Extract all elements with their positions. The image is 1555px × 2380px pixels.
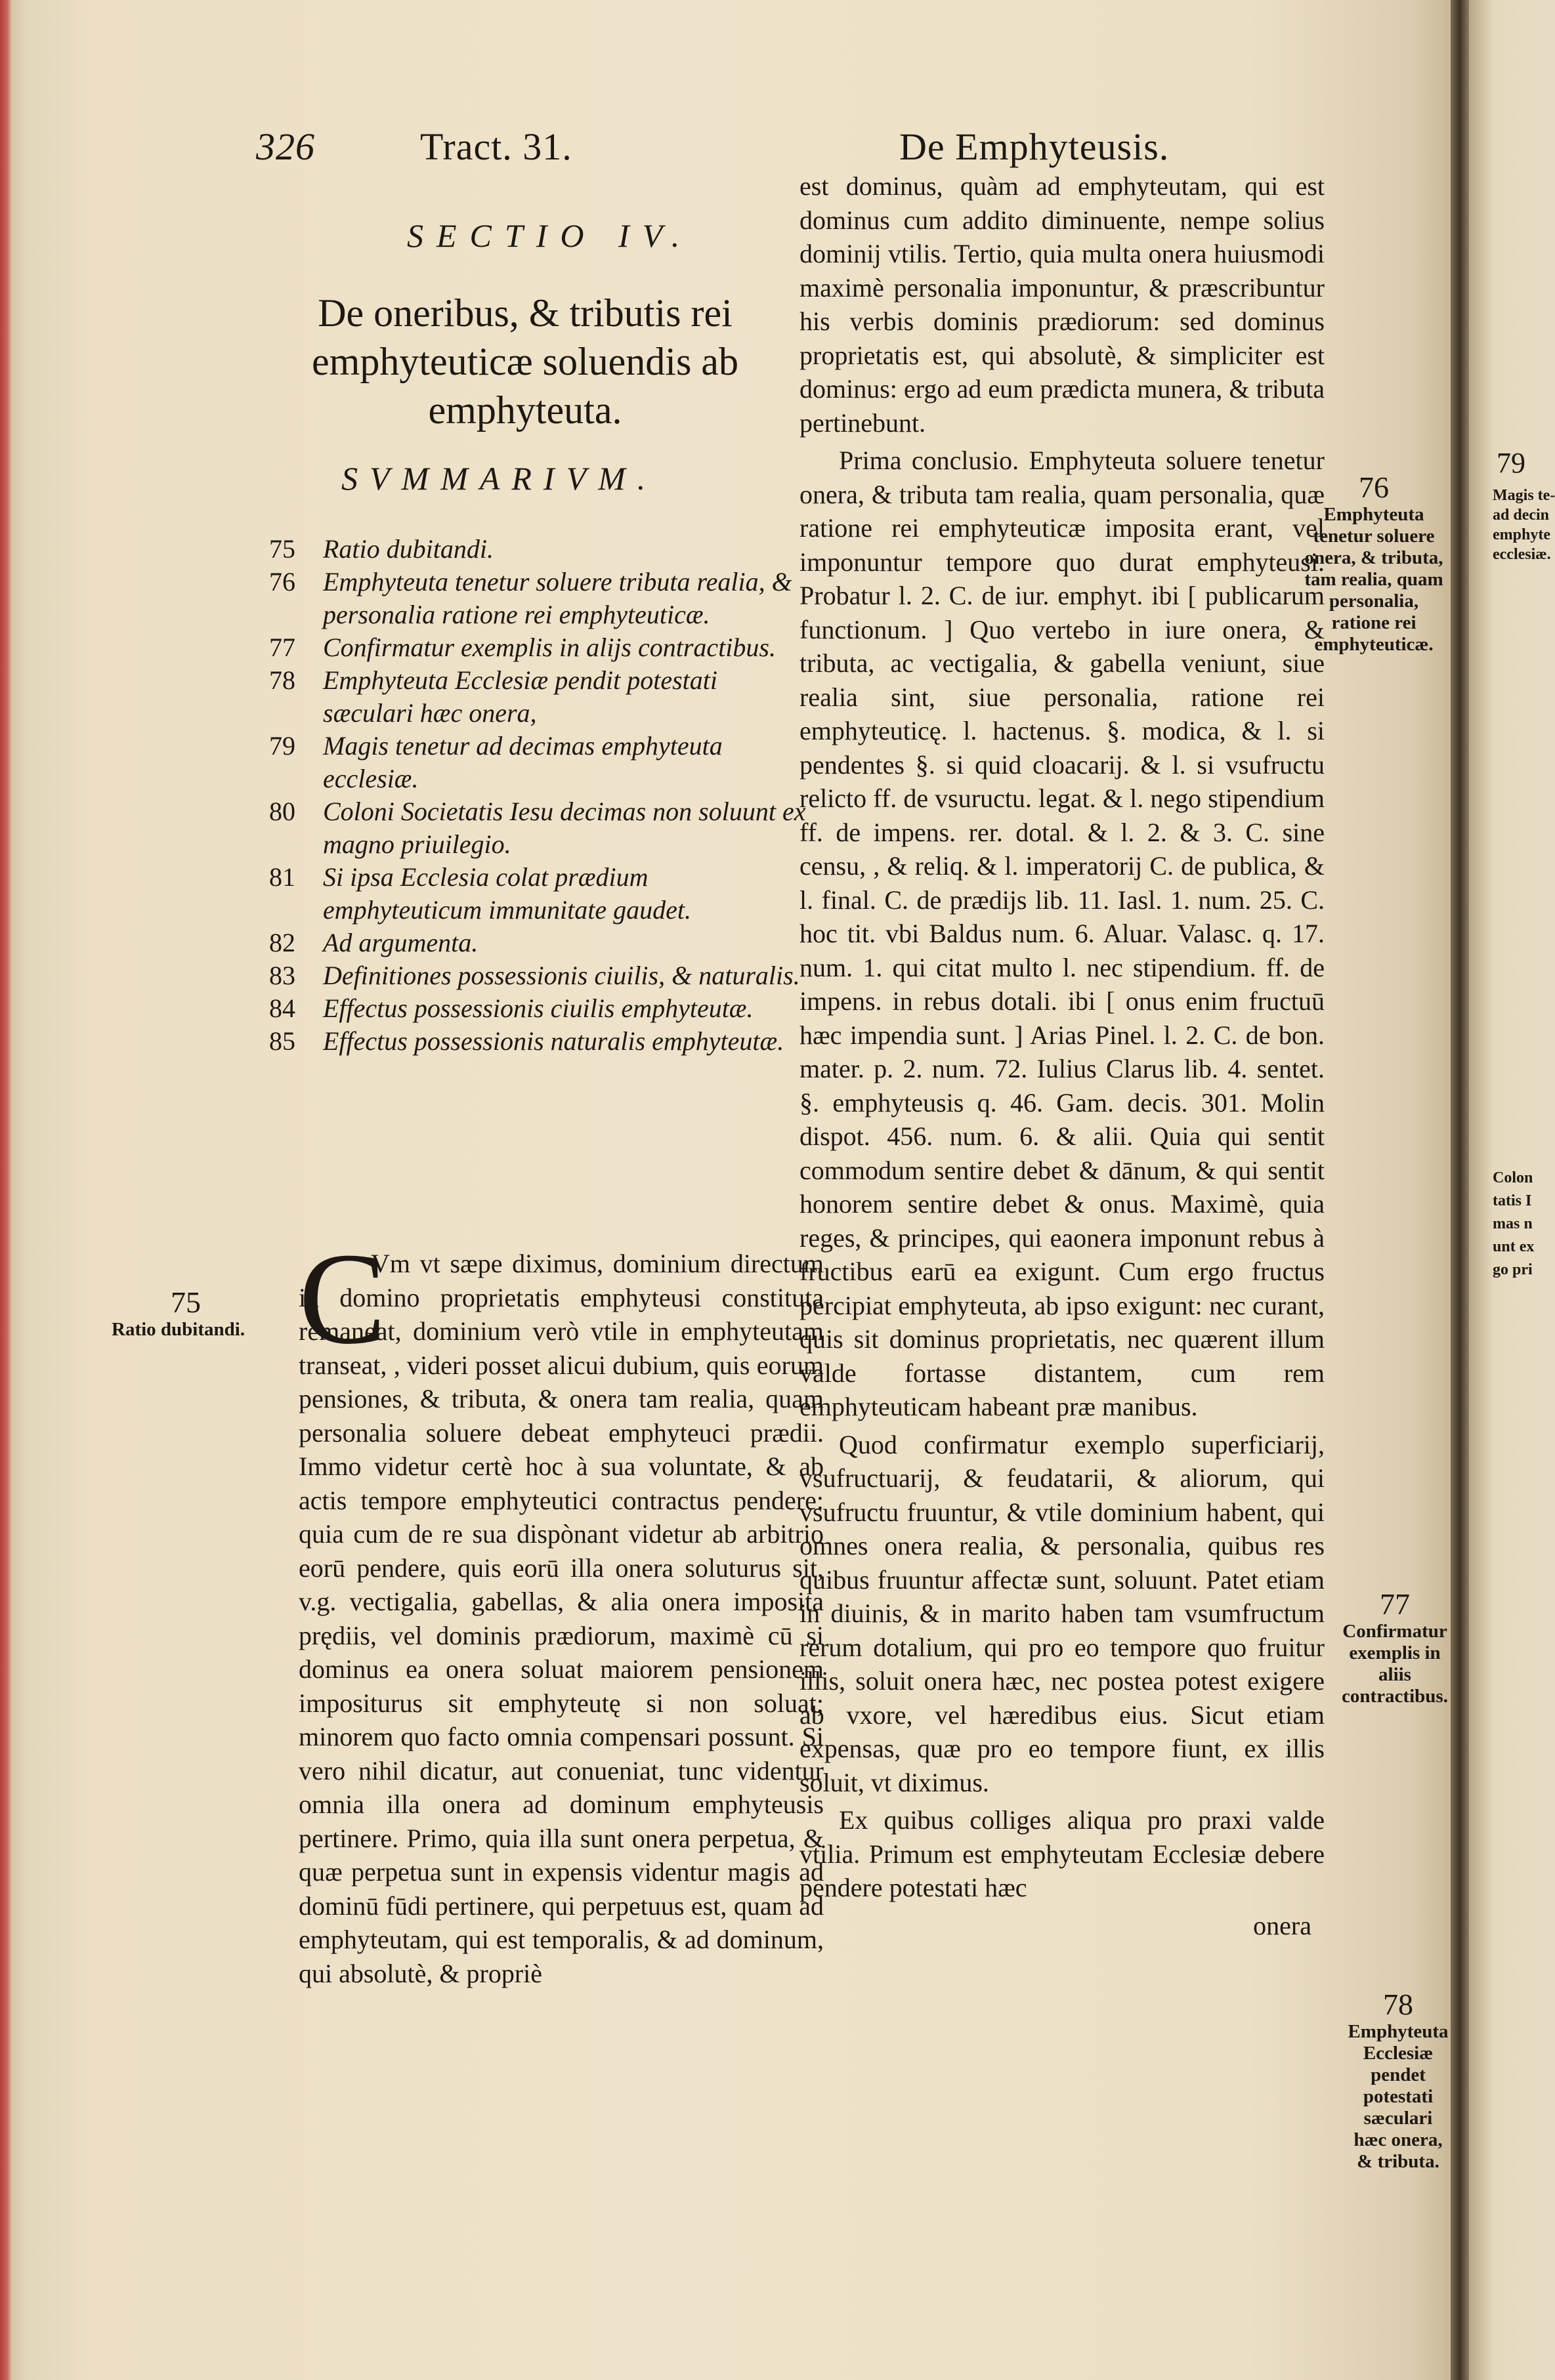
page-edge [0,0,12,2380]
running-title: De Emphyteusis. [899,125,1170,168]
summarium-item [269,730,807,795]
item-text: Effectus possessionis naturalis emphyteutæ. [323,1026,784,1056]
next-page-margin-number: 79 [1497,447,1525,479]
margin-note-78 [1346,1988,1451,2173]
body-paragraph: Ex quibus colliges aliqua pro praxi valde vtilia. Primum est emphyteutam Ecclesiæ debere pendere potestati hæc [799,1805,1325,1902]
margin-note-75 [112,1286,289,1341]
item-number: 83 [269,961,295,990]
summarium-item [269,795,807,861]
summarium-item [269,631,807,664]
summarium-item [269,1025,807,1058]
item-text: Si ipsa Ecclesia colat prædium emphyteuticum immunitate gaudet. [323,862,691,925]
margin-note-text: Ratio dubitandi. [112,1319,245,1340]
summarium-item [269,861,807,927]
tract-label: Tract. 31. [420,125,572,168]
margin-note-number: 78 [1383,1988,1413,2021]
item-number: 79 [269,731,295,761]
item-number: 78 [269,665,295,695]
section-heading: De oneribus, & tributis rei emphyteuticæ soluendis ab emphyteuta. [312,291,738,432]
next-page-line: tatis I [1493,1192,1532,1209]
summarium-item [269,992,807,1025]
margin-note-text: Emphyteuta Ecclesiæ pendet potestati sæculari hæc onera, & tributa. [1348,2021,1449,2172]
summarium-item [269,927,807,959]
summarium-title: SVMMARIVM. [341,460,658,497]
margin-note-text: Emphyteuta tenetur soluere onera, & tributa, tam realia, quam personalia, ratione rei emphyteuticæ. [1304,504,1443,655]
item-text: Confirmatur exemplis in alijs contractibus. [323,633,776,662]
body-column-left [299,1247,824,1990]
item-number: 80 [269,797,295,826]
summarium-item [269,959,807,992]
body-paragraph: Prima conclusio. Emphyteuta soluere tenetur onera, & tributa tam realia, quam personalia, quæ ratione rei emphyteuticæ imposita erant, vel imponuntur tempore quo durat emphyteusi. Probatur l. 2. C. de iur. emphyt. ibi [ publicarum functionum. ] Quo vertebo in iure onera, & tributa, ac vectigalia, & gabella veniunt, siue realia sint, siue personalia, ratione rei emphyteuticę. l. hactenus. §. modica, & l. si pendentes §. si quid cloacarij. & l. si vsufructu relicto ff. de vsuructu. legat. & l. nego stipendium ff. de impens. rer. dotal. & l. 2. & 3. C. sine censu, , & reliq. & l. imperatorij C. de publica, & l. final. C. de prædijs lib. 11. Iasl. 1. num. 25. C. hoc tit. vbi Baldus num. 6. Aluar. Valasc. q. 17. num. 1. qui citat multo l. nec stipendium. ff. de impens. in rebus dotali. ibi [ onus enim fructuū hæc impendia sunt. ] Arias Pinel. l. 2. C. de bon. mater. p. 2. num. 72. Iulius Clarus lib. 4. sentet. §. emphyteusis q. 46. Gam. decis. 301. Molin dispot. 456. num. 6. & alii. Quia qui sentit commodum sentire debet & dānum, & qui sentit honorem sentire debet & onus. Maximè, quia reges, & principes, qui eaonera imponunt rebus à fructibus earū ea exigunt. Cum ergo fructus percipiat emphyteuta, ab ipso exigunt: nec curant, quis sit dominus proprietatis, nec quærent illum valde fortasse distantem, cum rem emphyteuticam habeant præ manibus. [799,446,1325,1421]
item-text: Ratio dubitandi. [323,534,494,564]
item-text: Coloni Societatis Iesu decimas non soluunt ex magno priuilegio. [323,797,806,859]
summarium-item [269,533,807,566]
section-title: SECTIO IV. [407,217,693,254]
item-number: 84 [269,993,295,1023]
item-number: 76 [269,567,295,596]
item-text: Ad argumenta. [323,928,479,957]
page-number: 326 [256,125,315,168]
margin-note-number: 77 [1380,1587,1410,1621]
item-number: 77 [269,633,295,662]
next-page-line: Colon [1493,1169,1533,1186]
next-page-line: unt ex [1493,1238,1535,1255]
drop-cap: C [299,1226,387,1371]
item-number: 85 [269,1026,295,1056]
item-text: Emphyteuta tenetur soluere tributa realia, & personalia ratione rei emphyteuticæ. [323,567,792,629]
item-text: Magis tenetur ad decimas emphyteuta ecclesiæ. [323,731,723,793]
margin-note-number: 76 [1359,470,1389,504]
body-paragraph: est dominus, quàm ad emphyteutam, qui est dominus cum addito diminuente, nempe solius dominij vtilis. Tertio, quia multa onera huiusmodi maximè personalia imponuntur, & præscribuntur his verbis dominis prædiorum: sed dominus proprietatis est, qui absolutè, & simpliciter est dominus: ergo ad eum prædicta munera, & tributa pertinebunt. [799,171,1325,438]
body-paragraph: Vm vt sæpe diximus, dominium directum in domino proprietatis emphyteusi constituta remaneat, dominium verò vtile in emphyteutam transeat, , videri posset alicui dubium, quis eorum pensiones, & tributa, & onera tam realia, quam personalia soluere debeat emphyteuci prædii. Immo videtur certè hoc à sua voluntate, & ab actis tempore emphyteutici contractus pendere: quia cum de re sua dispònant videtur ab arbitrio eorū pendere, quis eorū illa onera soluturus sit, v.g. vectigalia, gabellas, & alia onera imposita prędiis, vel dominis prædiorum, maximè cū si dominus ea onera soluat maiorem pensionem impositurus sit emphyteutę si non soluat; minorem quo facto omnia compensari possunt. Si vero nihil dicatur, aut conueniat, tunc videntur omnia illa onera ad dominum emphyteusis pertinere. Primo, quia illa sunt onera perpetua, & quæ perpetua sunt in expensis videntur magis ad dominū fūdi pertinere, qui perpetuus est, quam ad emphyteutam, qui est temporalis, & ad dominum, qui absolutè, & propriè [299,1249,824,1988]
summarium-list [269,533,807,1058]
summarium-item [269,566,807,631]
margin-note-77 [1339,1588,1451,1707]
catchword: onera [1253,1910,1311,1940]
next-page-line: go pri [1493,1261,1533,1278]
next-page-line: mas n [1493,1215,1533,1232]
item-number: 82 [269,928,295,957]
item-number: 81 [269,862,295,892]
next-page-line: Magis te- [1493,487,1555,504]
item-number: 75 [269,534,295,564]
book-gutter [1451,0,1469,2380]
margin-note-number: 75 [171,1285,201,1319]
next-page-line: emphyte [1493,526,1550,543]
item-text: Definitiones possessionis ciuilis, & naturalis. [323,961,800,990]
next-page-line: ecclesiæ. [1493,546,1551,563]
margin-note-text: Confirmatur exemplis in aliis contractibus. [1342,1621,1448,1707]
summarium-item [269,664,807,730]
body-column-right [799,169,1325,1942]
next-page-line: ad decin [1493,507,1550,524]
next-page-fragment [1469,0,1555,2380]
margin-note-76 [1298,471,1449,656]
body-paragraph: Quod confirmatur exemplo superficiarij, vsufructuarij, & feudatarii, & aliorum, qui vsufructu fruuntur, & vtile dominium habent, qui omnes onera realia, & personalia, quibus res quibus fruuntur affectæ sunt, soluunt. Patet etiam in diuinis, & in marito haben tam vsumfructum rerum dotalium, qui pro eo tempore quo fruitur illis, soluit onera hæc, nec postea potest exigere ab vxore, vel hæredibus eius. Sicut etiam expensas, quæ pro eo tempore fiunt, ex illis soluit, vt diximus. [799,1429,1325,1797]
item-text: Emphyteuta Ecclesiæ pendit potestati sæculari hæc onera, [323,665,717,728]
item-text: Effectus possessionis ciuilis emphyteutæ. [323,993,754,1023]
